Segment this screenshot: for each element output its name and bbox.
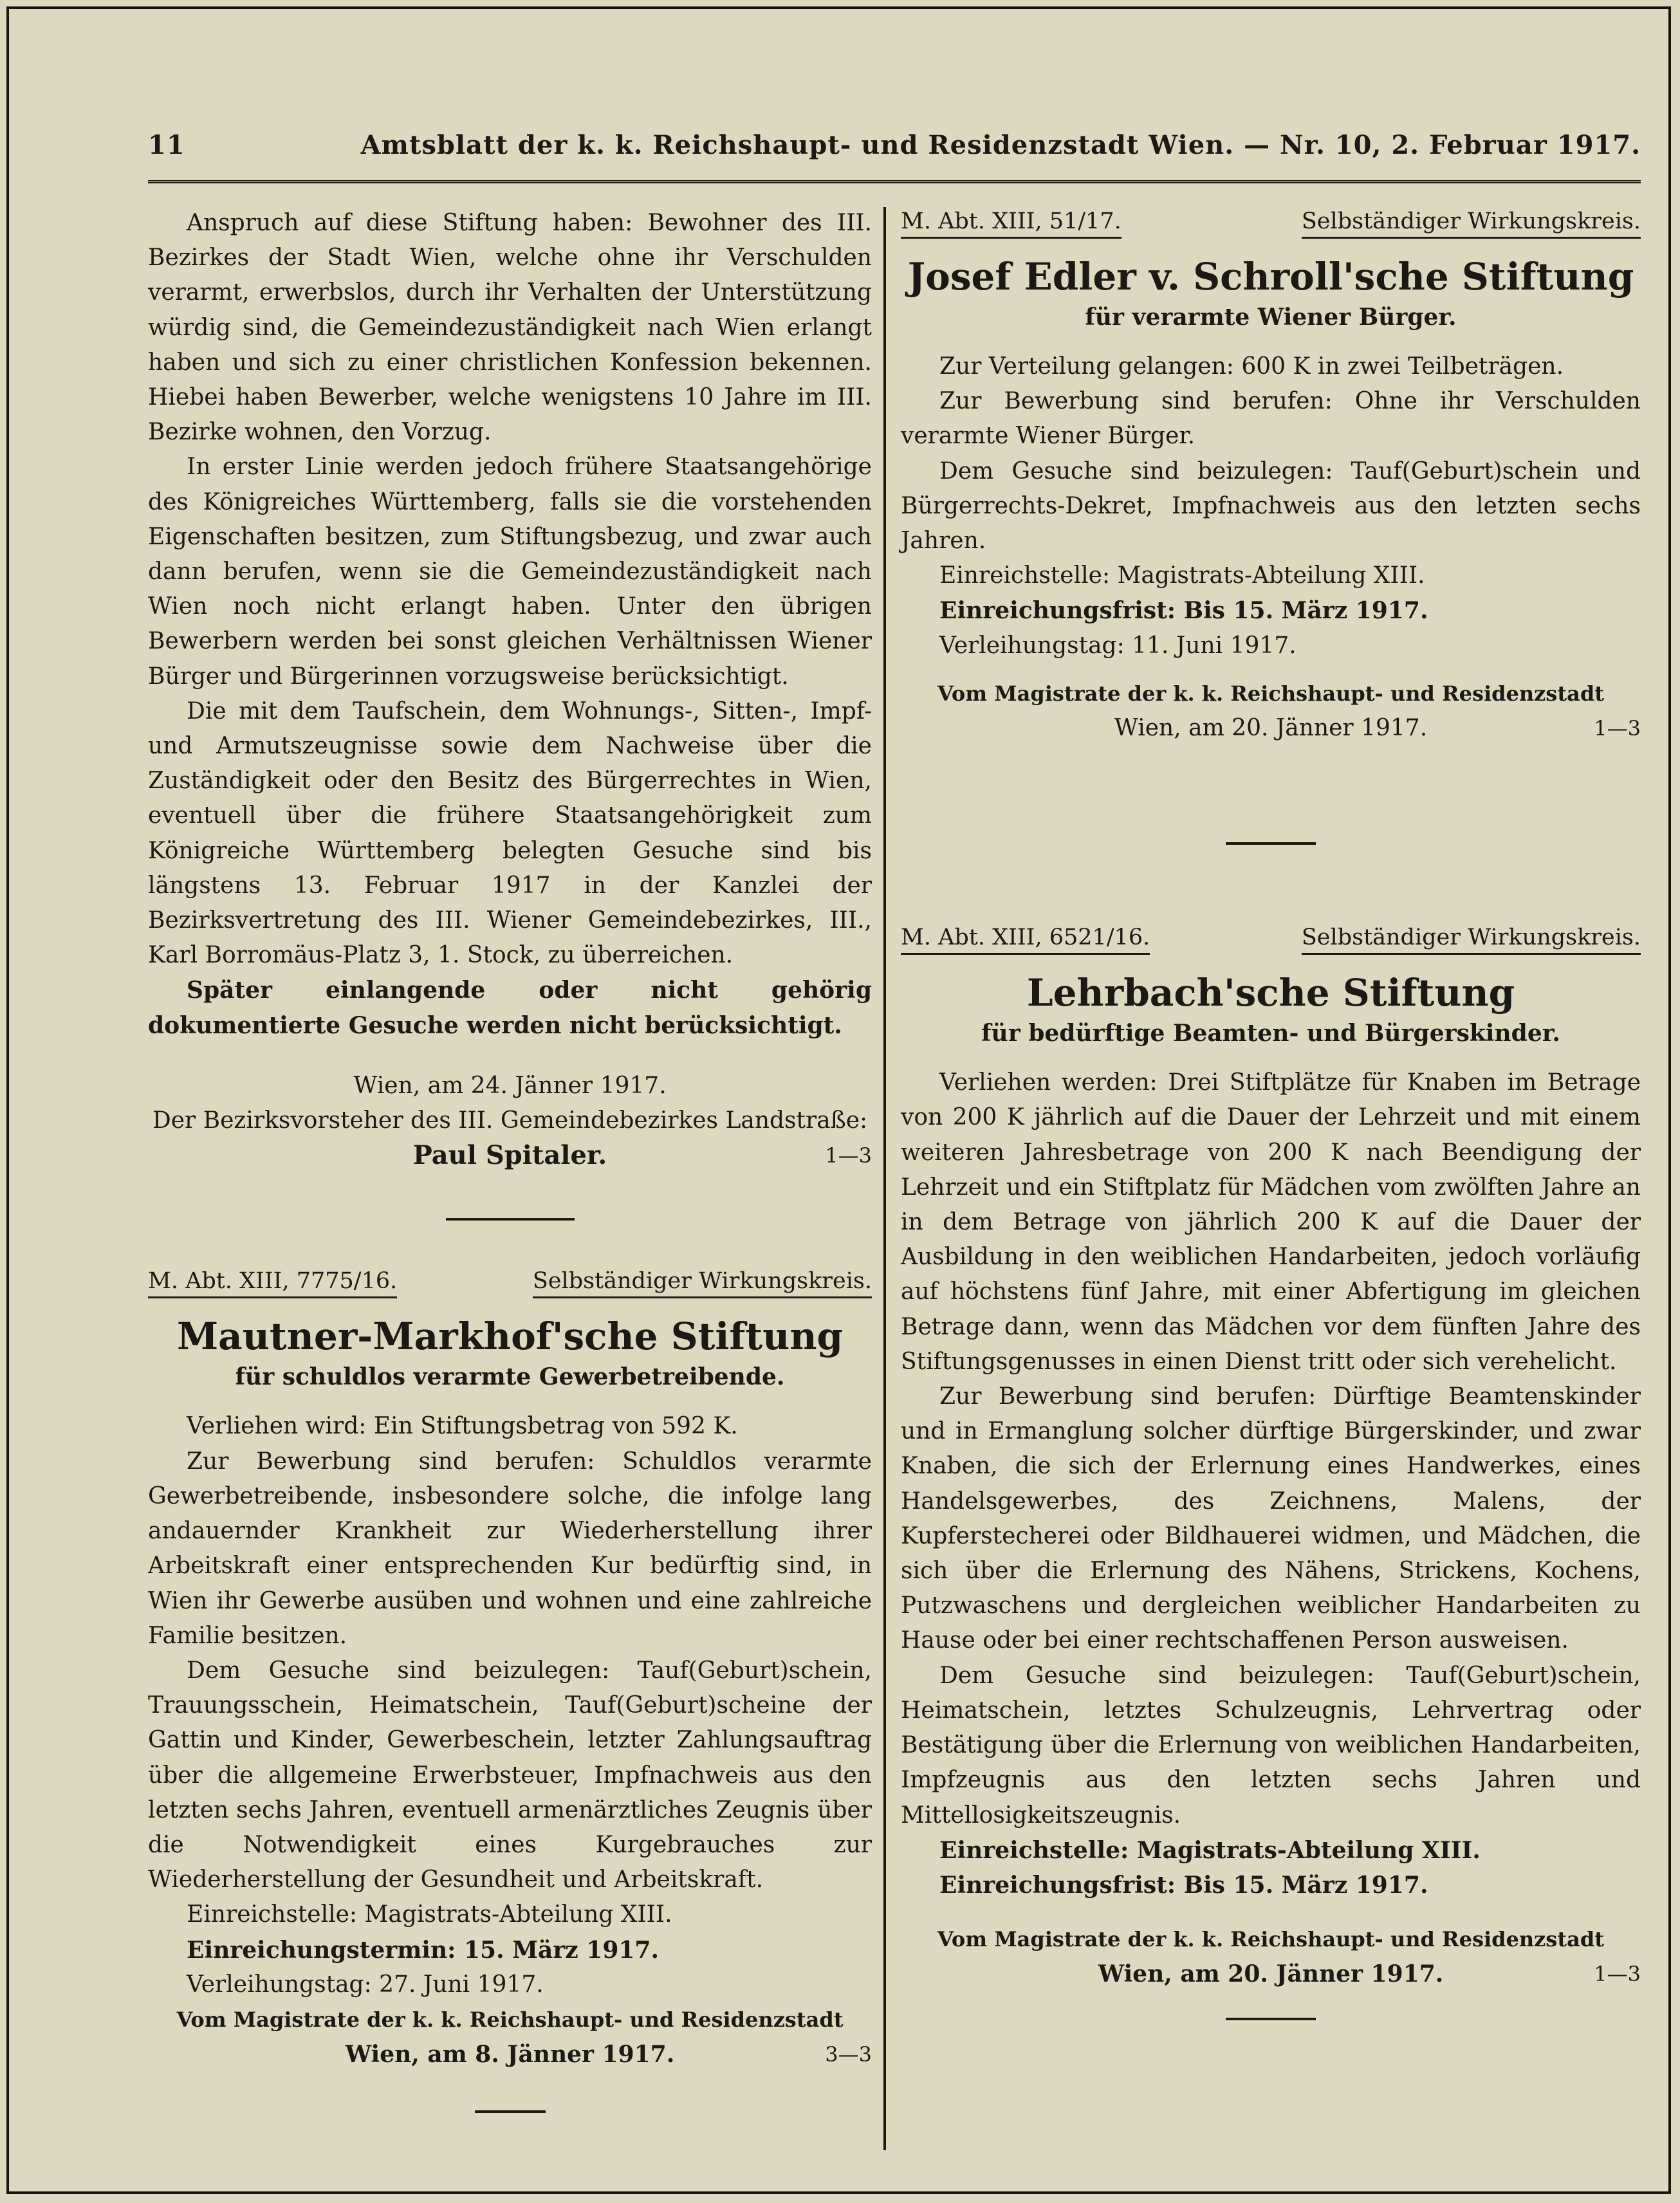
award-day: Verleihungstag: 27. Juni 1917. <box>187 1971 544 1998</box>
documents-paragraph: Dem Gesuche sind beizulegen: Tauf(Geburt)schein und Bürgerrechts-Dekret, Impfnachweis aus den letzten sechs Jahren. <box>901 457 1641 555</box>
signatory-name: Paul Spitaler. <box>412 1140 607 1171</box>
issuing-authority: Vom Magistrate der k. k. Reichshaupt- und Residenzstadt <box>176 2007 844 2032</box>
section-title: Mautner-Markhof'sche Stiftung <box>176 1314 844 1359</box>
reference-number: 1—3 <box>1594 716 1641 741</box>
submission-office: Einreichstelle: Magistrats-Abteilung XIII. <box>939 562 1425 589</box>
submission-deadline: Einreichungsfrist: Bis 15. März 1917. <box>939 1871 1428 1899</box>
award-day: Verleihungstag: 11. Juni 1917. <box>939 632 1297 659</box>
file-number: M. Abt. XIII, 7775/16. <box>148 1266 397 1298</box>
eligibility-paragraph: Zur Bewerbung sind berufen: Dürftige Beamtenskinder und in Ermanglung solcher dürftige Bürgerskinder, und zwar Knaben, die sich der Erlernung eines Handwerkes, eines Handelsgewerbes, des Zeichnens, Malens, der Kupferstecherei oder Bildhauerei widmen, und Mädchen, die sich über die Erlernung des Nähens, Strickens, Kochens, Putzwaschens und dergleichen weiblicher Handarbeiten zu Hause oder bei einer rechtschaffenen Person ausweisen. <box>901 1383 1641 1654</box>
section-header <box>901 922 1641 955</box>
documents-paragraph: Dem Gesuche sind beizulegen: Tauf(Geburt)schein, Trauungsschein, Heimatschein, Tauf(Geburt)scheine der Gattin und Kinder, Gewerbeschein, letzter Zahlungsauftrag über die allgemeine Erwerbsteuer, Impfnachweis aus den letzten sechs Jahren, eventuell armenärztliches Zeugnis über die Notwendigkeit eines Kurgebrauches zur Wiederherstellung der Gesundheit und Arbeitskraft. <box>148 1657 872 1894</box>
right-column <box>901 206 1641 2020</box>
intro-paragraph-2: In erster Linie werden jedoch frühere Staatsangehörige des Königreiches Württemberg, falls sie die vorstehenden Eigenschaften besitzen, zum Stiftungsbezug, und zwar auch dann berufen, wenn sie die Gemeindezuständigkeit nach Wien noch nicht erlangt haben. Unter den übrigen Bewerbern werden bei sonst gleichen Verhältnissen Wiener Bürger und Bürgerinnen vorzugsweise berücksichtigt. <box>148 454 872 690</box>
place-date: Wien, am 24. Jänner 1917. <box>353 1072 667 1099</box>
submission-deadline: Einreichungsfrist: Bis 15. März 1917. <box>939 597 1428 625</box>
issuing-authority: Vom Magistrate der k. k. Reichshaupt- und Residenzstadt <box>937 1927 1604 1952</box>
submission-office: Einreichstelle: Magistrats-Abteilung XIII. <box>187 1901 672 1928</box>
late-submission-notice: Später einlangende oder nicht gehörig dokumentierte Gesuche werden nicht berücksichtigt. <box>148 977 872 1039</box>
jurisdiction-label: Selbständiger Wirkungskreis. <box>1302 206 1641 239</box>
schroll-section <box>901 206 1641 922</box>
section-header <box>901 206 1641 239</box>
page-number: 11 <box>148 130 185 160</box>
column-divider <box>883 207 886 2150</box>
section-subtitle: für bedürftige Beamten- und Bürgerskinder. <box>981 1020 1560 1047</box>
award-paragraph: Verliehen werden: Drei Stiftplätze für Knaben im Betrage von 200 K jährlich auf die Dauer der Lehrzeit und mit einem weiteren Jahresbetrage von 200 K nach Beendigung der Lehrzeit und ein Stiftplatz für Mädchen vom zwölften Jahre an in dem Betrage von jährlich 200 K auf die Dauer der Ausbildung in den weiblichen Handarbeiten, jedoch vorläufig auf höchstens fünf Jahre, mit einer Abfertigung im gleichen Betrage dann, wenn das Mädchen vor dem fünften Jahre des Stiftungsgenusses in einen Dienst tritt oder sich verehelicht. <box>901 1069 1641 1375</box>
section-subtitle: für verarmte Wiener Bürger. <box>1085 304 1457 331</box>
page-header <box>148 122 1641 174</box>
jurisdiction-label: Selbständiger Wirkungskreis. <box>533 1266 872 1298</box>
documents-paragraph: Dem Gesuche sind beizulegen: Tauf(Geburt)schein, Heimatschein, letztes Schulzeugnis, Lehrvertrag oder Bestätigung über die Erlernung von weiblichen Handarbeiten, Impfzeugnis aus den letzten sechs Jahren und Mittellosigkeitszeugnis. <box>901 1662 1641 1829</box>
reference-number: 3—3 <box>825 2042 872 2067</box>
section-separator <box>475 2110 546 2113</box>
place-date: Wien, am 8. Jänner 1917. <box>345 2041 675 2069</box>
file-number: M. Abt. XIII, 51/17. <box>901 206 1122 239</box>
section-subtitle: für schuldlos verarmte Gewerbetreibende. <box>235 1363 785 1391</box>
eligibility-paragraph: Zur Bewerbung sind berufen: Schuldlos verarmte Gewerbetreibende, insbesondere solche, die infolge lang andauernder Krankheit zur Wiederherstellung ihrer Arbeitskraft einer entsprechenden Kur bedürftig sind, in Wien ihr Gewerbe ausüben und wohnen und eine zahlreiche Familie besitzen. <box>148 1448 872 1649</box>
place-date: Wien, am 20. Jänner 1917. <box>1114 715 1428 742</box>
section-title: Josef Edler v. Schroll'sche Stiftung <box>907 255 1634 299</box>
section-header <box>148 1266 872 1298</box>
award-paragraph: Verliehen wird: Ein Stiftungsbetrag von 592 K. <box>187 1413 738 1440</box>
distribution-paragraph: Zur Verteilung gelangen: 600 K in zwei Teilbeträgen. <box>939 353 1564 380</box>
intro-paragraph-3: Die mit dem Taufschein, dem Wohnungs-, Sitten-, Impf- und Armutszeugnisse sowie dem Nachweise über die Zuständigkeit oder den Besitz des Bürgerrechtes in Wien, eventuell über die frühere Staatsangehörigkeit zum Königreiche Württemberg belegten Gesuche sind bis längstens 13. Februar 1917 in der Kanzlei der Bezirksvertretung des III. Wiener Gemeindebezirkes, III., Karl Borromäus-Platz 3, 1. Stock, zu überreichen. <box>148 697 872 969</box>
jurisdiction-label: Selbständiger Wirkungskreis. <box>1302 922 1641 955</box>
signatory-title: Der Bezirksvorsteher des III. Gemeindebezirkes Landstraße: <box>152 1107 868 1134</box>
left-column <box>148 206 872 2113</box>
intro-paragraph-1: Anspruch auf diese Stiftung haben: Bewohner des III. Bezirkes der Stadt Wien, welche ohne ihr Verschulden verarmt, erwerbslos, durch ihr Verhalten der Unterstützung würdig sind, die Gemeindezuständigkeit nach Wien erlangt haben und sich zu einer christlichen Konfession bekennen. Hiebei haben Bewerber, welche wenigstens 10 Jahre im III. Bezirke wohnen, den Vorzug. <box>148 210 872 446</box>
place-date: Wien, am 20. Jänner 1917. <box>1098 1960 1444 1988</box>
section-separator <box>1226 2018 1316 2020</box>
eligibility-paragraph: Zur Bewerbung sind berufen: Ohne ihr Verschulden verarmte Wiener Bürger. <box>901 388 1641 450</box>
header-rule <box>148 174 1641 183</box>
reference-number: 1—3 <box>1594 1962 1641 1987</box>
issuing-authority: Vom Magistrate der k. k. Reichshaupt- und Residenzstadt <box>937 681 1604 706</box>
masthead-title: Amtsblatt der k. k. Reichshaupt- und Residenzstadt Wien. — Nr. 10, 2. Februar 1917. <box>360 130 1641 160</box>
file-number: M. Abt. XIII, 6521/16. <box>901 922 1150 955</box>
reference-number: 1—3 <box>825 1143 872 1168</box>
lehrbach-section <box>901 922 1641 2020</box>
mautner-section <box>148 1266 872 2113</box>
submission-deadline: Einreichungstermin: 15. März 1917. <box>187 1936 659 1964</box>
section-title: Lehrbach'sche Stiftung <box>1026 971 1515 1015</box>
submission-office: Einreichstelle: Magistrats-Abteilung XIII. <box>939 1836 1481 1864</box>
